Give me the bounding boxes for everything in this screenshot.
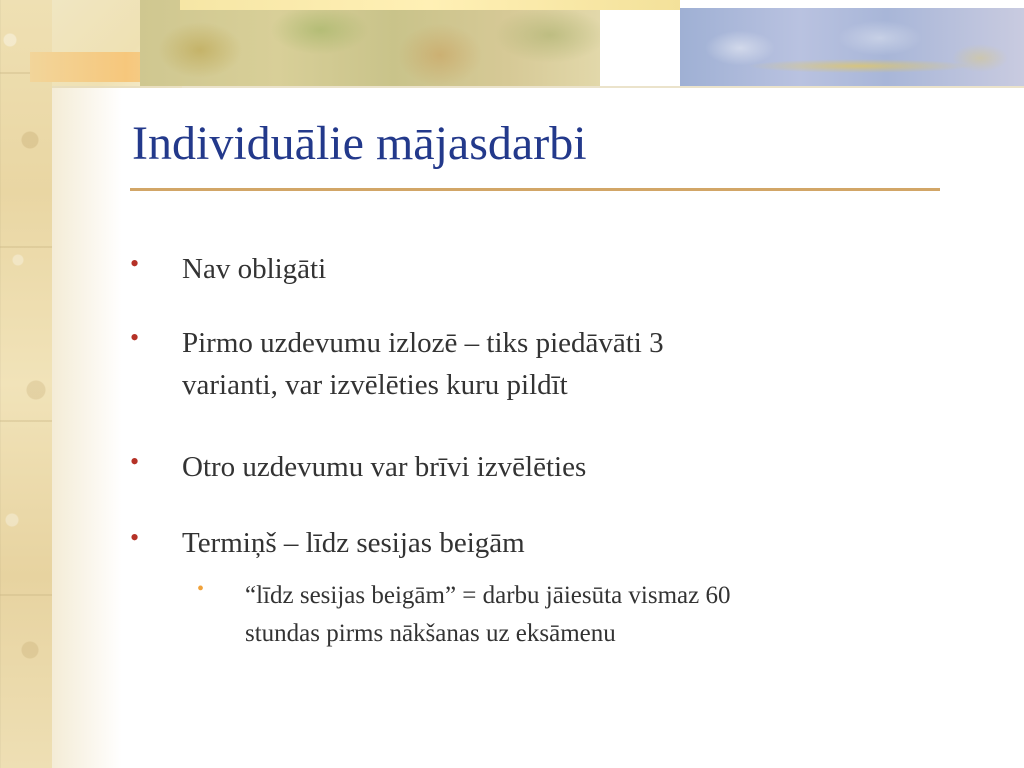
sub-bullet-marker: • [197, 578, 205, 600]
bullet-text [182, 446, 882, 488]
sub-bullet-text [245, 577, 945, 653]
left-fade [52, 80, 122, 768]
banner-yellow-band [180, 0, 680, 10]
left-decorative-strip [0, 0, 52, 768]
top-banner [0, 0, 1024, 88]
banner-leaves-image [140, 0, 600, 86]
bullet-marker: • [130, 523, 140, 552]
bullet-line: Termiņš – līdz sesijas beigām [182, 527, 525, 559]
banner-bottom-line [52, 86, 1024, 88]
bullet-text [182, 322, 882, 406]
bullet-marker: • [130, 249, 140, 278]
slide-title: Individuālie mājasdarbi [132, 117, 587, 170]
bullet-text [182, 522, 882, 564]
bullet-line: Otro uzdevumu var brīvi izvēlēties [182, 451, 587, 483]
sub-bullet-line: stundas pirms nākšanas uz eksāmenu [245, 620, 616, 647]
bullet-text [182, 248, 882, 290]
bullet-line: Pirmo uzdevumu izlozē – tiks piedāvāti 3 [182, 327, 664, 359]
bullet-marker: • [130, 323, 140, 352]
bullet-marker: • [130, 447, 140, 476]
sub-bullet-line: “līdz sesijas beigām” = darbu jāiesūta vismaz 60 [245, 582, 731, 609]
bullet-line: Nav obligāti [182, 253, 327, 285]
title-underline [130, 188, 940, 191]
bullet-line: varianti, var izvēlēties kuru pildīt [182, 369, 568, 401]
banner-gold-wave [700, 56, 1024, 76]
